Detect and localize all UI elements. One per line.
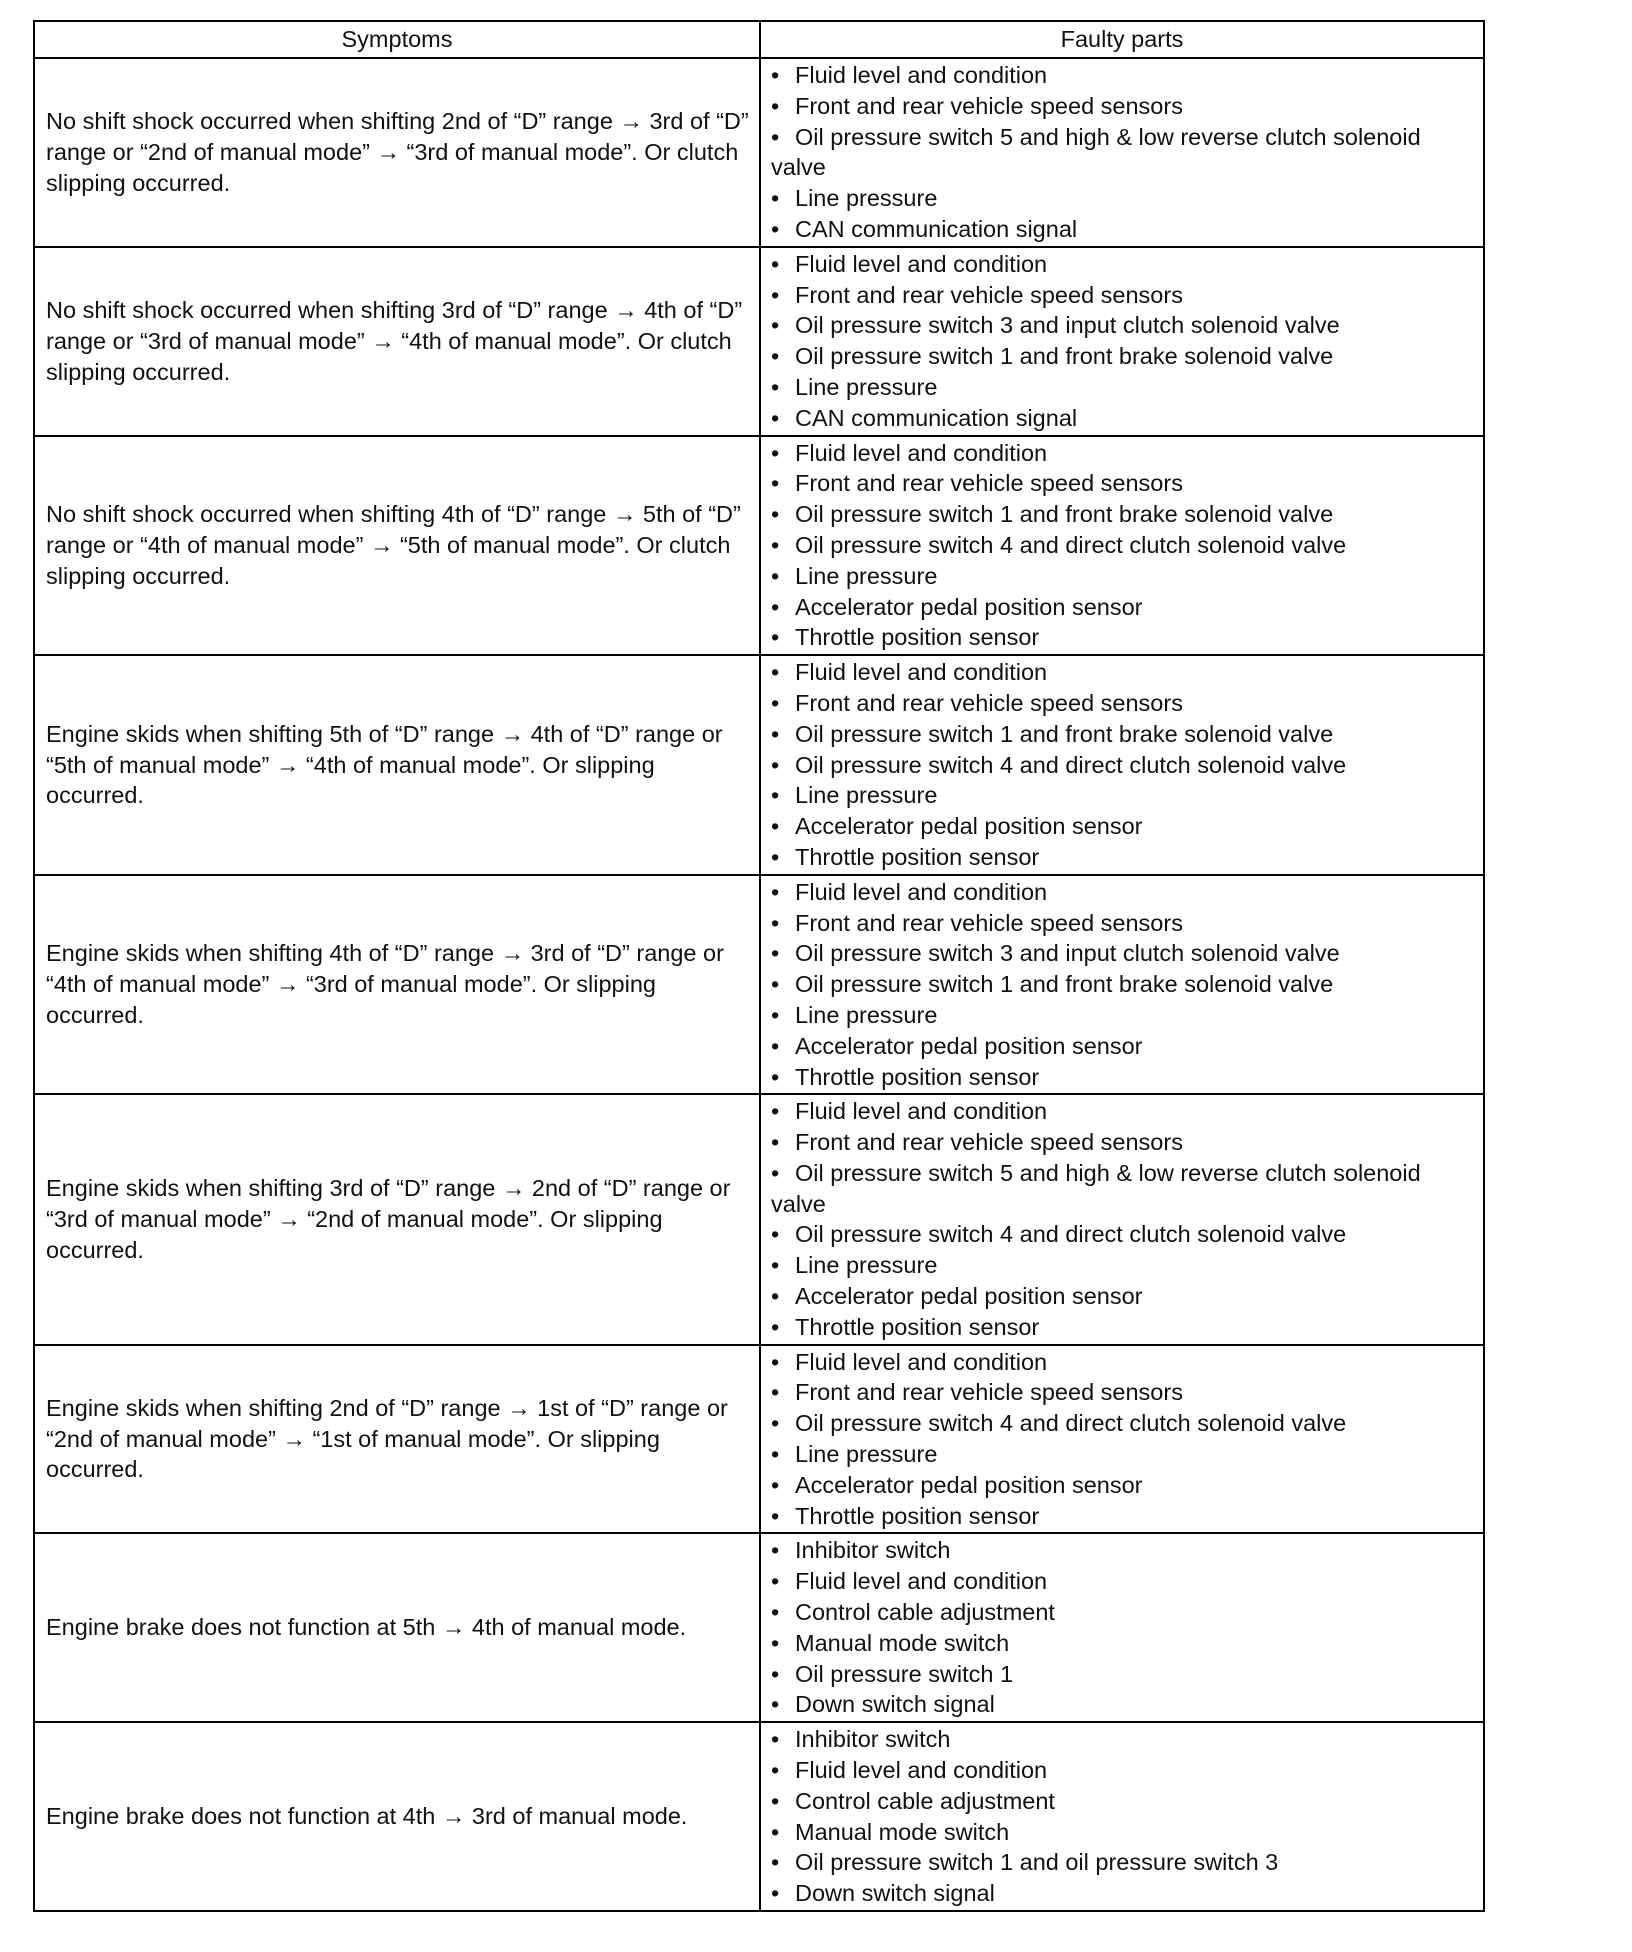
bullet-icon: •: [771, 1880, 780, 1907]
bullet-icon: •: [771, 562, 780, 589]
faulty-part-item: [771, 1628, 1475, 1659]
faulty-part-item: [771, 1281, 1475, 1312]
faulty-part-text: Fluid level and condition: [795, 878, 1048, 905]
bullet-icon: •: [771, 404, 780, 431]
faulty-part-item: [771, 341, 1475, 372]
faulty-part-text: Line pressure: [795, 1441, 938, 1468]
faulty-part-text: Front and rear vehicle speed sensors: [795, 92, 1183, 119]
bullet-icon: •: [771, 1410, 780, 1437]
bullet-icon: •: [771, 1441, 780, 1468]
faulty-parts-list: [771, 877, 1475, 1093]
faulty-part-text: Front and rear vehicle speed sensors: [795, 689, 1183, 716]
faulty-parts-cell: [760, 58, 1484, 247]
faulty-part-text: Fluid level and condition: [795, 1098, 1048, 1125]
faulty-part-item: [771, 1755, 1475, 1786]
faulty-part-text: Inhibitor switch: [795, 1726, 951, 1753]
faulty-part-item: [771, 1096, 1475, 1127]
faulty-part-text: Down switch signal: [795, 1691, 995, 1718]
symptom-table: [33, 20, 1485, 1912]
bullet-icon: •: [771, 782, 780, 809]
bullet-icon: •: [771, 1629, 780, 1656]
bullet-icon: •: [771, 1787, 780, 1814]
faulty-parts-list: [771, 438, 1475, 654]
faulty-part-item: [771, 372, 1475, 403]
troubleshooting-sheet: [33, 20, 1483, 1912]
faulty-part-text: Throttle position sensor: [795, 843, 1040, 870]
faulty-part-item: [771, 438, 1475, 469]
symptom-cell: Engine skids when shifting 4th of “D” range → 3rd of “D” range or “4th of manual mode” → “3rd of manual mode”. Or slipping occurred.: [34, 875, 760, 1095]
bullet-icon: •: [771, 1757, 780, 1784]
faulty-part-item: [771, 1347, 1475, 1378]
faulty-part-text: Throttle position sensor: [795, 624, 1040, 651]
faulty-part-text: Oil pressure switch 5 and high & low reverse clutch solenoid valve: [771, 1159, 1421, 1217]
faulty-parts-cell: [760, 247, 1484, 436]
bullet-icon: •: [771, 312, 780, 339]
bullet-icon: •: [771, 720, 780, 747]
faulty-part-text: Oil pressure switch 1 and front brake solenoid valve: [795, 343, 1334, 370]
faulty-part-item: [771, 1878, 1475, 1909]
table-row: [34, 1722, 1484, 1911]
faulty-part-item: [771, 91, 1475, 122]
faulty-part-item: [771, 1127, 1475, 1158]
faulty-part-item: [771, 592, 1475, 623]
faulty-parts-list: [771, 1535, 1475, 1720]
faulty-part-text: CAN communication signal: [795, 215, 1078, 242]
faulty-part-text: Fluid level and condition: [795, 659, 1048, 686]
symptom-cell: Engine brake does not function at 4th → 3rd of manual mode.: [34, 1722, 760, 1911]
faulty-part-item: [771, 214, 1475, 245]
bullet-icon: •: [771, 909, 780, 936]
bullet-icon: •: [771, 1471, 780, 1498]
bullet-icon: •: [771, 659, 780, 686]
faulty-part-item: [771, 499, 1475, 530]
bullet-icon: •: [771, 1221, 780, 1248]
faulty-part-text: Manual mode switch: [795, 1629, 1010, 1656]
faulty-part-text: Line pressure: [795, 1252, 938, 1279]
faulty-part-item: [771, 122, 1475, 184]
faulty-part-text: Front and rear vehicle speed sensors: [795, 470, 1183, 497]
faulty-parts-list: [771, 1347, 1475, 1532]
faulty-part-item: [771, 719, 1475, 750]
bullet-icon: •: [771, 1129, 780, 1156]
bullet-icon: •: [771, 281, 780, 308]
bullet-icon: •: [771, 373, 780, 400]
bullet-icon: •: [771, 1537, 780, 1564]
faulty-part-item: [771, 1219, 1475, 1250]
faulty-part-text: Fluid level and condition: [795, 1568, 1048, 1595]
symptom-cell: No shift shock occurred when shifting 2nd of “D” range → 3rd of “D” range or “2nd of manual mode” → “3rd of manual mode”. Or clutch slipping occurred.: [34, 58, 760, 247]
table-row: [34, 1533, 1484, 1722]
faulty-part-item: [771, 688, 1475, 719]
bullet-icon: •: [771, 1313, 780, 1340]
faulty-part-text: Fluid level and condition: [795, 1757, 1048, 1784]
faulty-part-text: Line pressure: [795, 562, 938, 589]
faulty-part-text: Oil pressure switch 5 and high & low reverse clutch solenoid valve: [771, 123, 1421, 181]
faulty-part-text: Line pressure: [795, 1001, 938, 1028]
bullet-icon: •: [771, 813, 780, 840]
faulty-part-item: [771, 1566, 1475, 1597]
faulty-part-text: Throttle position sensor: [795, 1502, 1040, 1529]
symptom-cell: No shift shock occurred when shifting 4th of “D” range → 5th of “D” range or “4th of manual mode” → “5th of manual mode”. Or clutch slipping occurred.: [34, 436, 760, 656]
bullet-icon: •: [771, 343, 780, 370]
bullet-icon: •: [771, 689, 780, 716]
faulty-part-item: [771, 1000, 1475, 1031]
table-row: [34, 247, 1484, 436]
bullet-icon: •: [771, 1849, 780, 1876]
bullet-icon: •: [771, 185, 780, 212]
faulty-part-item: [771, 811, 1475, 842]
bullet-icon: •: [771, 123, 780, 150]
faulty-part-text: Line pressure: [795, 185, 938, 212]
faulty-part-item: [771, 1250, 1475, 1281]
bullet-icon: •: [771, 843, 780, 870]
faulty-part-text: Oil pressure switch 3 and input clutch solenoid valve: [795, 312, 1340, 339]
faulty-part-text: Accelerator pedal position sensor: [795, 593, 1143, 620]
faulty-part-item: [771, 1786, 1475, 1817]
faulty-part-item: [771, 280, 1475, 311]
bullet-icon: •: [771, 1502, 780, 1529]
faulty-part-item: [771, 1847, 1475, 1878]
faulty-part-item: [771, 1062, 1475, 1093]
faulty-part-text: Oil pressure switch 4 and direct clutch solenoid valve: [795, 531, 1347, 558]
table-row: [34, 875, 1484, 1095]
faulty-parts-cell: [760, 655, 1484, 875]
faulty-parts-list: [771, 249, 1475, 434]
faulty-part-item: [771, 183, 1475, 214]
bullet-icon: •: [771, 624, 780, 651]
faulty-part-item: [771, 1312, 1475, 1343]
faulty-part-text: CAN communication signal: [795, 404, 1078, 431]
bullet-icon: •: [771, 971, 780, 998]
faulty-part-item: [771, 1158, 1475, 1220]
faulty-parts-cell: [760, 1533, 1484, 1722]
faulty-part-item: [771, 1377, 1475, 1408]
bullet-icon: •: [771, 62, 780, 88]
faulty-part-item: [771, 938, 1475, 969]
faulty-part-text: Accelerator pedal position sensor: [795, 1032, 1143, 1059]
faulty-parts-list: [771, 60, 1475, 245]
faulty-part-item: [771, 842, 1475, 873]
faulty-part-item: [771, 561, 1475, 592]
bullet-icon: •: [771, 1660, 780, 1687]
bullet-icon: •: [771, 1599, 780, 1626]
symptom-cell: No shift shock occurred when shifting 3rd of “D” range → 4th of “D” range or “3rd of manual mode” → “4th of manual mode”. Or clutch slipping occurred.: [34, 247, 760, 436]
faulty-part-item: [771, 1659, 1475, 1690]
bullet-icon: •: [771, 1001, 780, 1028]
table-row: [34, 436, 1484, 656]
faulty-part-item: [771, 908, 1475, 939]
faulty-part-item: [771, 750, 1475, 781]
faulty-parts-list: [771, 1096, 1475, 1342]
faulty-part-text: Front and rear vehicle speed sensors: [795, 281, 1183, 308]
bullet-icon: •: [771, 1379, 780, 1406]
faulty-part-item: [771, 249, 1475, 280]
bullet-icon: •: [771, 1348, 780, 1375]
bullet-icon: •: [771, 593, 780, 620]
faulty-part-item: [771, 1689, 1475, 1720]
faulty-part-item: [771, 877, 1475, 908]
faulty-part-text: Oil pressure switch 4 and direct clutch solenoid valve: [795, 1221, 1347, 1248]
faulty-part-text: Oil pressure switch 4 and direct clutch solenoid valve: [795, 1410, 1347, 1437]
bullet-icon: •: [771, 751, 780, 778]
faulty-part-item: [771, 1470, 1475, 1501]
header-symptoms: Symptoms: [34, 21, 760, 58]
bullet-icon: •: [771, 1283, 780, 1310]
bullet-icon: •: [771, 501, 780, 528]
faulty-part-text: Accelerator pedal position sensor: [795, 1283, 1143, 1310]
bullet-icon: •: [771, 92, 780, 119]
faulty-part-item: [771, 1408, 1475, 1439]
faulty-parts-cell: [760, 1094, 1484, 1344]
header-row: [34, 21, 1484, 58]
faulty-part-item: [771, 1031, 1475, 1062]
table-row: [34, 1345, 1484, 1534]
bullet-icon: •: [771, 1691, 780, 1718]
faulty-part-text: Inhibitor switch: [795, 1537, 951, 1564]
faulty-part-text: Oil pressure switch 1 and front brake solenoid valve: [795, 720, 1334, 747]
faulty-part-item: [771, 1501, 1475, 1532]
faulty-part-text: Down switch signal: [795, 1880, 995, 1907]
faulty-part-text: Oil pressure switch 3 and input clutch solenoid valve: [795, 940, 1340, 967]
faulty-part-item: [771, 530, 1475, 561]
faulty-part-item: [771, 657, 1475, 688]
symptom-cell: Engine skids when shifting 5th of “D” range → 4th of “D” range or “5th of manual mode” → “4th of manual mode”. Or slipping occurred.: [34, 655, 760, 875]
faulty-part-item: [771, 780, 1475, 811]
bullet-icon: •: [771, 1726, 780, 1753]
faulty-part-text: Throttle position sensor: [795, 1063, 1040, 1090]
table-body: [34, 58, 1484, 1911]
bullet-icon: •: [771, 1032, 780, 1059]
symptom-cell: Engine skids when shifting 3rd of “D” range → 2nd of “D” range or “3rd of manual mode” → “2nd of manual mode”. Or slipping occurred.: [34, 1094, 760, 1344]
symptom-cell: Engine skids when shifting 2nd of “D” range → 1st of “D” range or “2nd of manual mode” → “1st of manual mode”. Or slipping occurred.: [34, 1345, 760, 1534]
faulty-parts-cell: [760, 436, 1484, 656]
bullet-icon: •: [771, 1159, 780, 1186]
faulty-part-text: Front and rear vehicle speed sensors: [795, 1379, 1183, 1406]
symptom-cell: Engine brake does not function at 5th → 4th of manual mode.: [34, 1533, 760, 1722]
bullet-icon: •: [771, 531, 780, 558]
bullet-icon: •: [771, 215, 780, 242]
header-faulty-parts: Faulty parts: [760, 21, 1484, 58]
bullet-icon: •: [771, 1818, 780, 1845]
faulty-parts-list: [771, 657, 1475, 873]
faulty-part-item: [771, 310, 1475, 341]
faulty-part-item: [771, 1535, 1475, 1566]
faulty-parts-list: [771, 1724, 1475, 1909]
faulty-part-text: Oil pressure switch 4 and direct clutch solenoid valve: [795, 751, 1347, 778]
faulty-part-text: Control cable adjustment: [795, 1787, 1055, 1814]
faulty-part-text: Oil pressure switch 1: [795, 1660, 1014, 1687]
faulty-part-text: Accelerator pedal position sensor: [795, 813, 1143, 840]
faulty-part-text: Oil pressure switch 1 and front brake solenoid valve: [795, 501, 1334, 528]
faulty-part-text: Fluid level and condition: [795, 62, 1048, 88]
faulty-part-text: Fluid level and condition: [795, 1348, 1048, 1375]
bullet-icon: •: [771, 940, 780, 967]
faulty-part-item: [771, 60, 1475, 91]
faulty-part-text: Oil pressure switch 1 and oil pressure switch 3: [795, 1849, 1279, 1876]
faulty-part-text: Control cable adjustment: [795, 1599, 1055, 1626]
faulty-part-item: [771, 1439, 1475, 1470]
bullet-icon: •: [771, 1098, 780, 1125]
faulty-part-item: [771, 1597, 1475, 1628]
bullet-icon: •: [771, 250, 780, 277]
bullet-icon: •: [771, 439, 780, 466]
faulty-part-text: Oil pressure switch 1 and front brake solenoid valve: [795, 971, 1334, 998]
faulty-part-text: Throttle position sensor: [795, 1313, 1040, 1340]
table-row: [34, 1094, 1484, 1344]
bullet-icon: •: [771, 470, 780, 497]
faulty-part-item: [771, 403, 1475, 434]
faulty-parts-cell: [760, 875, 1484, 1095]
faulty-part-text: Fluid level and condition: [795, 439, 1048, 466]
faulty-part-item: [771, 468, 1475, 499]
faulty-part-text: Accelerator pedal position sensor: [795, 1471, 1143, 1498]
faulty-part-text: Fluid level and condition: [795, 250, 1048, 277]
bullet-icon: •: [771, 1568, 780, 1595]
faulty-part-text: Line pressure: [795, 782, 938, 809]
table-row: [34, 655, 1484, 875]
faulty-part-text: Line pressure: [795, 373, 938, 400]
faulty-part-item: [771, 1817, 1475, 1848]
bullet-icon: •: [771, 1063, 780, 1090]
bullet-icon: •: [771, 878, 780, 905]
faulty-parts-cell: [760, 1345, 1484, 1534]
faulty-part-item: [771, 969, 1475, 1000]
faulty-parts-cell: [760, 1722, 1484, 1911]
table-row: [34, 58, 1484, 247]
faulty-part-text: Front and rear vehicle speed sensors: [795, 1129, 1183, 1156]
faulty-part-text: Front and rear vehicle speed sensors: [795, 909, 1183, 936]
faulty-part-item: [771, 1724, 1475, 1755]
bullet-icon: •: [771, 1252, 780, 1279]
faulty-part-text: Manual mode switch: [795, 1818, 1010, 1845]
faulty-part-item: [771, 622, 1475, 653]
